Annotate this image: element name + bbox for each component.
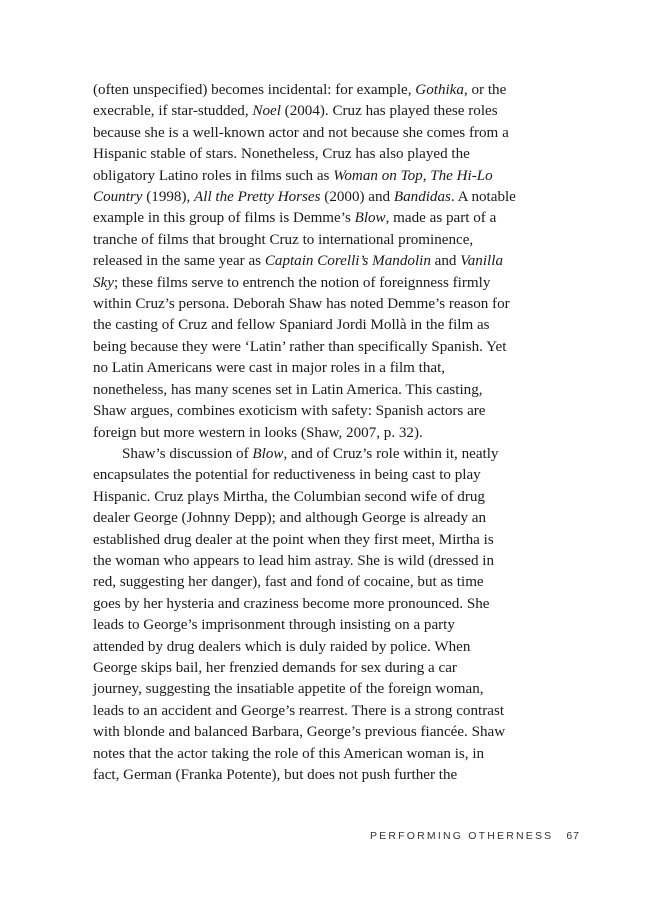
text-line — [93, 465, 568, 486]
text-run: released in the same year as — [93, 253, 265, 270]
text-run: with blonde and balanced Barbara, George’s previous fiancée. Shaw — [93, 724, 506, 741]
italic-title: Country — [93, 189, 143, 206]
text-run: , and of Cruz’s role within it, neatly — [283, 445, 499, 462]
text-line — [93, 487, 568, 508]
italic-title: Sky — [93, 274, 114, 291]
italic-title: Noel — [252, 103, 281, 120]
text-run: because she is a well-known actor and not because she comes from a — [93, 124, 509, 141]
text-run: Shaw’s discussion of — [122, 445, 253, 462]
text-run: , made as part of a — [385, 210, 497, 227]
text-line — [93, 294, 568, 315]
text-run: George skips bail, her frenzied demands for sex during a car — [93, 659, 457, 676]
text-line — [93, 701, 568, 722]
text-run: (1998), — [142, 189, 195, 206]
page-number: 67 — [566, 830, 580, 842]
italic-title: Vanilla — [460, 253, 503, 270]
text-run: within Cruz’s persona. Deborah Shaw has noted Demme’s reason for — [93, 296, 510, 313]
text-run: Hispanic. Cruz plays Mirtha, the Columbian second wife of drug — [93, 488, 485, 505]
text-run: goes by her hysteria and craziness become more pronounced. She — [93, 595, 490, 612]
text-run: execrable, if star-studded, — [93, 103, 253, 120]
text-line — [93, 658, 568, 679]
text-line — [93, 208, 568, 229]
text-line — [93, 572, 568, 593]
italic-title: Blow — [252, 445, 284, 462]
text-run: , or the — [463, 82, 507, 98]
text-line — [93, 594, 568, 615]
italic-title: Bandidas — [393, 189, 451, 206]
italic-title: Gothika — [415, 82, 464, 98]
text-line — [93, 101, 568, 122]
text-run: (2000) and — [320, 189, 394, 206]
body-text — [93, 80, 568, 786]
text-line — [93, 722, 568, 743]
text-run: obligatory Latino roles in films such as — [93, 167, 334, 184]
text-line — [93, 251, 568, 272]
text-line — [93, 423, 568, 444]
text-line — [93, 380, 568, 401]
text-line — [93, 615, 568, 636]
text-line — [93, 530, 568, 551]
italic-title: Blow — [354, 210, 386, 227]
text-run: encapsulates the potential for reductiveness in being cast to play — [93, 467, 481, 484]
text-line — [93, 444, 568, 465]
text-line — [93, 551, 568, 572]
text-run: the woman who appears to lead him astray. She is wild (dressed in — [93, 552, 495, 569]
text-run: (2004). Cruz has played these roles — [280, 103, 498, 120]
text-line — [93, 744, 568, 765]
text-run: being because they were ‘Latin’ rather than specifically Spanish. Yet — [93, 338, 507, 355]
text-line — [93, 637, 568, 658]
text-line — [93, 315, 568, 336]
text-line — [93, 187, 568, 208]
page-footer — [370, 830, 580, 842]
text-run: Hispanic stable of stars. Nonetheless, Cruz has also played the — [93, 146, 470, 163]
text-run: ; these films serve to entrench the notion of foreignness firmly — [113, 274, 491, 291]
italic-title: Captain Corelli’s Mandolin — [264, 253, 431, 270]
text-line — [93, 144, 568, 165]
text-run: Shaw argues, combines exoticism with safety: Spanish actors are — [93, 403, 486, 420]
text-line — [93, 230, 568, 251]
text-line — [93, 80, 568, 101]
text-line — [93, 401, 568, 422]
text-run: leads to an accident and George’s rearrest. There is a strong contrast — [93, 702, 505, 719]
text-run: . A notable — [450, 189, 516, 206]
text-run: fact, German (Franka Potente), but does not push further the — [93, 767, 458, 783]
text-run: red, suggesting her danger), fast and fond of cocaine, but as time — [93, 574, 484, 591]
text-run: no Latin Americans were cast in major roles in a film that, — [93, 360, 446, 377]
text-run: journey, suggesting the insatiable appetite of the foreign woman, — [93, 681, 484, 698]
text-line — [93, 273, 568, 294]
text-run: , — [422, 167, 431, 184]
text-run: tranche of films that brought Cruz to international prominence, — [93, 231, 474, 248]
text-line — [93, 679, 568, 700]
italic-title: All the Pretty Horses — [194, 189, 321, 206]
text-run: foreign but more western in looks (Shaw, 2007, p. 32). — [93, 424, 423, 441]
text-line — [93, 337, 568, 358]
text-run: and — [430, 253, 461, 270]
text-line — [93, 508, 568, 529]
text-run: leads to George’s imprisonment through insisting on a party — [93, 617, 455, 634]
text-line — [93, 765, 568, 786]
text-line — [93, 166, 568, 187]
text-run: example in this group of films is Demme’s — [93, 210, 355, 227]
text-run: dealer George (Johnny Depp); and although George is already an — [93, 510, 487, 527]
text-run: attended by drug dealers which is duly raided by police. When — [93, 638, 471, 655]
text-run: (often unspecified) becomes incidental: for example, — [93, 82, 416, 98]
italic-title: The Hi-Lo — [430, 167, 493, 184]
text-run: nonetheless, has many scenes set in Latin America. This casting, — [93, 381, 483, 398]
text-run: the casting of Cruz and fellow Spaniard Jordi Mollà in the film as — [93, 317, 490, 334]
italic-title: Woman on Top — [333, 167, 423, 184]
running-title: PERFORMING OTHERNESS — [369, 830, 554, 842]
text-run: notes that the actor taking the role of this American woman is, in — [93, 745, 485, 762]
text-run: established drug dealer at the point when they first meet, Mirtha is — [93, 531, 494, 548]
text-line — [93, 123, 568, 144]
text-line — [93, 358, 568, 379]
